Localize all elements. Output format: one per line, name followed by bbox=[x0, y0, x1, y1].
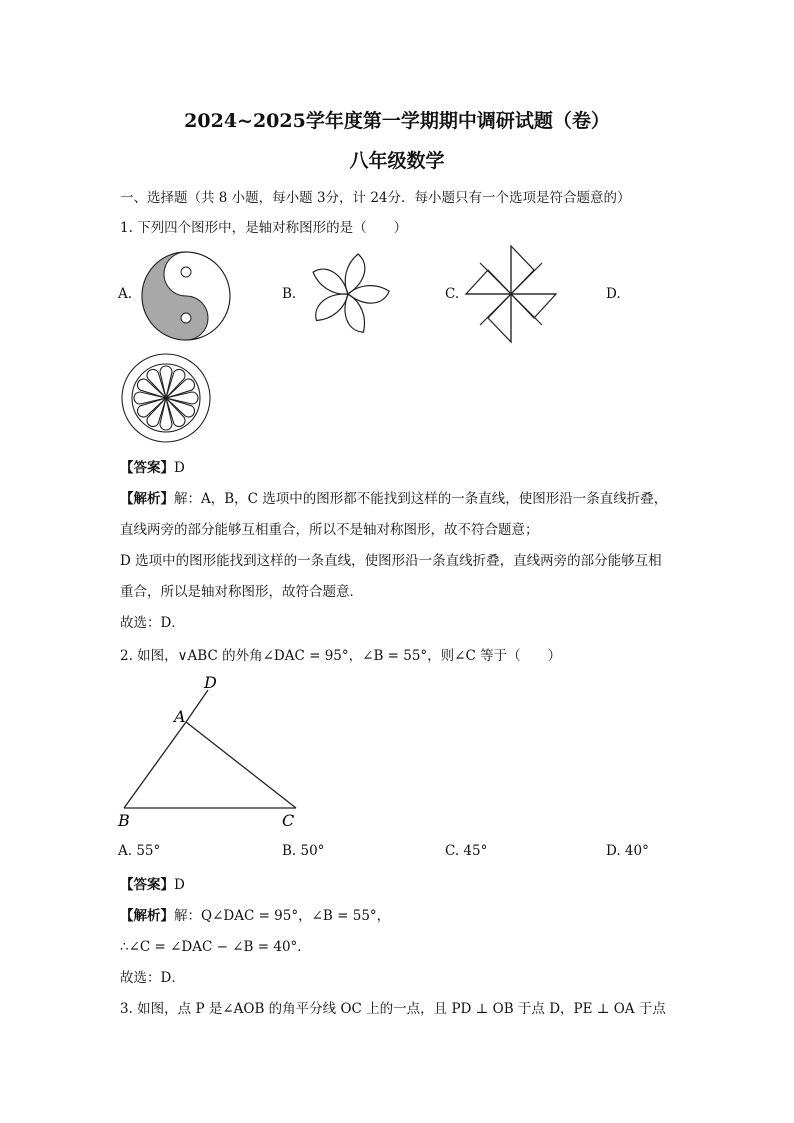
q1-answer bbox=[120, 456, 185, 476]
q2-option-d: D. 40° bbox=[606, 843, 649, 859]
q2-analysis-line-3: 故选：D． bbox=[120, 970, 185, 986]
q2-option-c: C. 45° bbox=[445, 843, 488, 859]
q1-analysis-line-2: 直线两旁的部分能够互相重合，所以不是轴对称图形，故不符合题意； bbox=[120, 522, 539, 538]
analysis-text: 解：A，B，C 选项中的图形都不能找到这样的一条直线，使图形沿一条直线折叠， bbox=[174, 491, 668, 507]
pinwheel-petal-figure bbox=[300, 246, 396, 342]
label-c: C bbox=[282, 811, 295, 830]
q1-option-c-label: C. bbox=[445, 286, 460, 302]
yin-yang-figure bbox=[140, 250, 232, 342]
answer-tag: 【答案】 bbox=[120, 877, 174, 893]
analysis-text: 解：Q∠DAC = 95°，∠B = 55°， bbox=[174, 908, 391, 924]
q1-analysis-line-3: D 选项中的图形能找到这样的一条直线，使图形沿一条直线折叠，直线两旁的部分能够互相 bbox=[120, 553, 662, 569]
q2-option-b: B. 50° bbox=[282, 843, 325, 859]
answer-tag: 【答案】 bbox=[120, 460, 174, 476]
page-subtitle: 八年级数学 bbox=[349, 150, 445, 172]
label-b: B bbox=[118, 811, 130, 830]
triangle-abc-figure bbox=[110, 672, 310, 832]
q1-stem: 1. 下列四个图形中，是轴对称图形的是（ ） bbox=[120, 220, 408, 236]
label-a: A bbox=[174, 707, 186, 726]
answer-value: D bbox=[174, 460, 185, 476]
page-title: 2024~2025学年度第一学期期中调研试题（卷） bbox=[184, 110, 610, 132]
analysis-tag: 【解析】 bbox=[120, 491, 174, 507]
q3-stem: 3. 如图，点 P 是∠AOB 的角平分线 OC 上的一点，且 PD ⊥ OB 于点 D，PE ⊥ OA 于点 bbox=[120, 1001, 666, 1017]
answer-value: D bbox=[174, 877, 185, 893]
analysis-tag: 【解析】 bbox=[120, 908, 174, 924]
q1-option-a-label: A. bbox=[118, 286, 133, 302]
label-d: D bbox=[204, 673, 217, 692]
q1-analysis-line-4: 重合，所以是轴对称图形，故符合题意． bbox=[120, 584, 363, 600]
q1-analysis-line-1 bbox=[120, 487, 667, 507]
q2-stem: 2. 如图，∨ABC 的外角∠DAC = 95°，∠B = 55°，则∠C 等于（ ） bbox=[120, 648, 562, 664]
q2-answer bbox=[120, 873, 185, 893]
q1-option-b-label: B. bbox=[282, 286, 297, 302]
q1-option-d-label: D. bbox=[606, 286, 621, 302]
q2-analysis-line-1 bbox=[120, 904, 390, 924]
windmill-figure bbox=[464, 244, 558, 344]
rosette-circle-figure bbox=[120, 352, 212, 444]
q2-option-a: A. 55° bbox=[118, 843, 161, 859]
section-heading: 一、选择题（共 8 小题，每小题 3分，计 24分．每小题只有一个选项是符合题意的） bbox=[120, 190, 631, 206]
q2-analysis-line-2: ∴∠C = ∠DAC − ∠B = 40°． bbox=[120, 939, 311, 955]
q1-analysis-line-5: 故选：D． bbox=[120, 615, 185, 631]
